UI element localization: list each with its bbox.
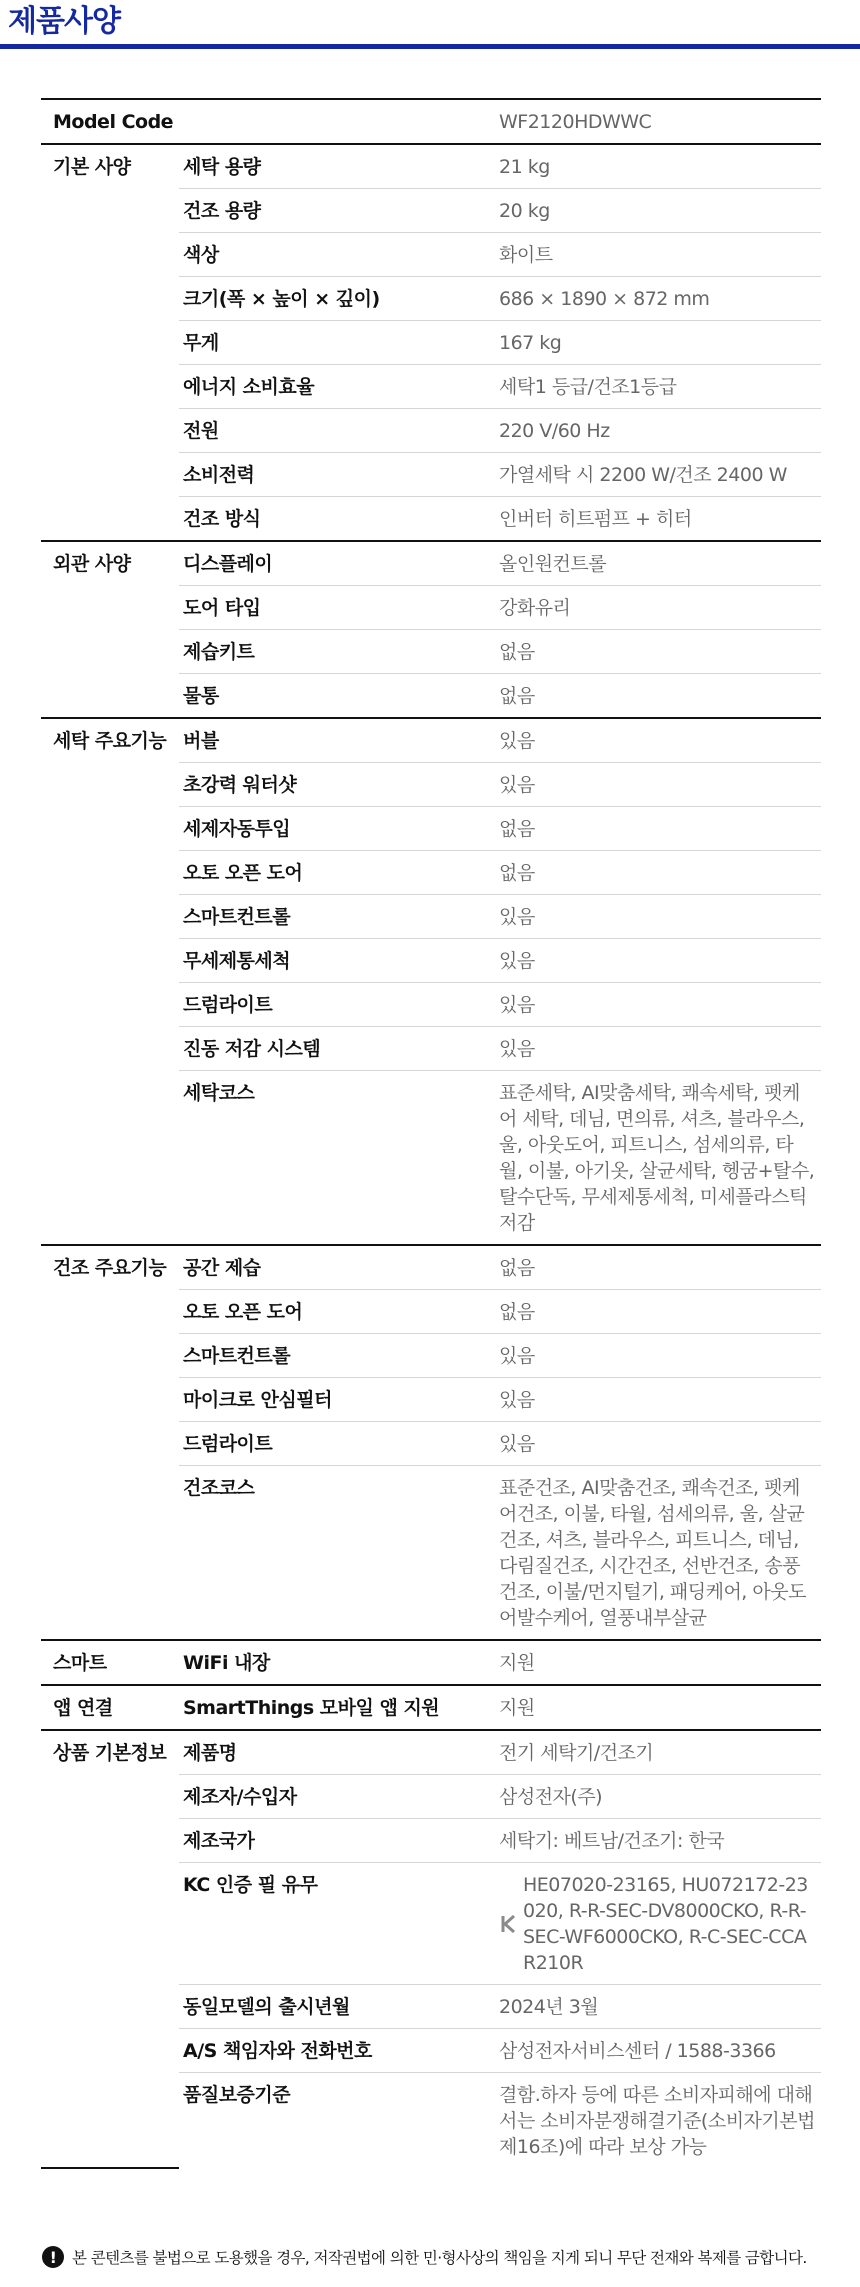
spec-label: 드럼라이트: [179, 1422, 499, 1466]
spec-label: 건조 용량: [179, 189, 499, 233]
spec-label: A/S 책임자와 전화번호: [179, 2029, 499, 2073]
spec-label: 무세제통세척: [179, 939, 499, 983]
model-code-label: Model Code: [41, 99, 499, 144]
spec-value: 표준건조, AI맞춤건조, 쾌속건조, 펫케어건조, 이불, 타월, 섬세의류, 울, 살균건조, 셔츠, 블라우스, 피트니스, 데님, 다림질건조, 시간건조, 선반건조, 송풍건조, 이불/먼지털기, 패딩케어, 아웃도어발수케어, 열풍내부살균: [499, 1477, 806, 1629]
spec-row: [41, 541, 821, 586]
spec-value: 있음: [499, 718, 821, 763]
spec-label: WiFi 내장: [179, 1640, 499, 1685]
spec-value: 없음: [499, 807, 821, 851]
spec-label: 세탁 용량: [179, 144, 499, 189]
spec-row: [41, 1730, 821, 1775]
spec-label: 드럼라이트: [179, 983, 499, 1027]
spec-label: 동일모델의 출시년월: [179, 1985, 499, 2029]
spec-value: 강화유리: [499, 586, 821, 630]
kc-cert-numbers: HE07020-23165, HU072172-23020, R-R-SEC-DV8000CKO, R-R-SEC-WF6000CKO, R-C-SEC-CCAR210R: [523, 1874, 808, 1974]
spec-value: 없음: [499, 685, 535, 707]
spec-group-label: 상품 기본정보: [41, 1730, 179, 2168]
spec-label: 물통: [183, 685, 219, 707]
spec-value: 220 V/60 Hz: [499, 409, 821, 453]
spec-label: 전원: [179, 409, 499, 453]
page-title: 제품사양: [8, 4, 120, 39]
spec-row: [41, 718, 821, 763]
spec-label: 진동 저감 시스템: [179, 1027, 499, 1071]
spec-row: [41, 144, 821, 189]
spec-value: 있음: [499, 763, 821, 807]
spec-value: 있음: [499, 1334, 821, 1378]
spec-label: 제조국가: [179, 1819, 499, 1863]
spec-label: 초강력 워터샷: [179, 763, 499, 807]
spec-group-label: 스마트: [41, 1640, 179, 1685]
spec-value: 결함.하자 등에 따른 소비자피해에 대해서는 소비자분쟁해결기준(소비자기본법 제16조)에 따라 보상 가능: [499, 2084, 815, 2158]
spec-label: 도어 타입: [179, 586, 499, 630]
spec-label: 제조자/수입자: [179, 1775, 499, 1819]
spec-label: 제품명: [179, 1730, 499, 1775]
spec-label: SmartThings 모바일 앱 지원: [179, 1685, 499, 1730]
spec-label: 건조 방식: [183, 508, 261, 530]
spec-row: [41, 1245, 821, 1290]
spec-value: 167 kg: [499, 321, 821, 365]
spec-row: [41, 1640, 821, 1685]
spec-value: 세탁기: 베트남/건조기: 한국: [499, 1819, 821, 1863]
spec-label: 에너지 소비효율: [179, 365, 499, 409]
spec-label: 세탁코스: [183, 1082, 255, 1104]
page-header: [0, 0, 860, 44]
spec-table: [41, 98, 821, 2169]
spec-value: 삼성전자(주): [499, 1775, 821, 1819]
spec-label: KC 인증 필 유무: [179, 1863, 499, 1985]
spec-label: 소비전력: [179, 453, 499, 497]
spec-value: 있음: [499, 1027, 821, 1071]
spec-value: 세탁1 등급/건조1등급: [499, 365, 821, 409]
spec-label: 디스플레이: [179, 541, 499, 586]
spec-label: 공간 제습: [179, 1245, 499, 1290]
spec-group-label: 건조 주요기능: [41, 1245, 179, 1640]
spec-value: 전기 세탁기/건조기: [499, 1730, 821, 1775]
spec-label: 스마트컨트롤: [179, 1334, 499, 1378]
exclamation-icon: !: [42, 2246, 64, 2268]
spec-label: 품질보증기준: [183, 2084, 291, 2106]
kc-mark-icon: [499, 1912, 517, 1936]
spec-value: 화이트: [499, 233, 821, 277]
spec-value: 삼성전자서비스센터 / 1588-3366: [499, 2029, 821, 2073]
spec-group-label: 세탁 주요기능: [41, 718, 179, 1245]
notice-text: 본 콘텐츠를 불법으로 도용했을 경우, 저작권법에 의한 민·형사상의 책임을 지게 되니 무단 전재와 복제를 금합니다.: [72, 2249, 807, 2267]
spec-value: 있음: [499, 939, 821, 983]
spec-label: 무게: [179, 321, 499, 365]
spec-group-label: 앱 연결: [41, 1685, 179, 1730]
spec-value: 없음: [499, 851, 821, 895]
spec-label: 제습키트: [179, 630, 499, 674]
model-code-value: WF2120HDWWC: [499, 99, 821, 144]
spec-value: 올인원컨트롤: [499, 541, 821, 586]
spec-value: 가열세탁 시 2200 W/건조 2400 W: [499, 453, 821, 497]
spec-value: 686 × 1890 × 872 mm: [499, 277, 821, 321]
spec-row: [41, 1685, 821, 1730]
spec-value: 없음: [499, 1245, 821, 1290]
spec-value: 20 kg: [499, 189, 821, 233]
spec-label: 크기(폭 × 높이 × 깊이): [179, 277, 499, 321]
title-underline: [0, 44, 860, 49]
kc-value-wrap: [499, 1872, 815, 1976]
spec-value: 있음: [499, 983, 821, 1027]
spec-value: 지원: [499, 1640, 821, 1685]
spec-value: 2024년 3월: [499, 1985, 821, 2029]
spec-value: 없음: [499, 630, 821, 674]
spec-label: 버블: [179, 718, 499, 763]
spec-label: 세제자동투입: [179, 807, 499, 851]
spec-group-label: 외관 사양: [41, 541, 179, 718]
spec-value: 있음: [499, 1378, 821, 1422]
spec-value: 있음: [499, 895, 821, 939]
spec-label: 건조코스: [183, 1477, 255, 1499]
spec-value: 없음: [499, 1290, 821, 1334]
spec-value: [499, 1863, 821, 1985]
spec-label: 마이크로 안심필터: [179, 1378, 499, 1422]
spec-value: 인버터 히트펌프 + 히터: [499, 508, 692, 530]
spec-value: 표준세탁, AI맞춤세탁, 쾌속세탁, 펫케어 세탁, 데님, 면의류, 셔츠, 블라우스, 울, 아웃도어, 피트니스, 섬세의류, 타월, 이불, 아기옷, 살균세탁, 헹굼+탈수, 탈수단독, 무세제통세척, 미세플라스틱저감: [499, 1082, 815, 1234]
spec-group-label: 기본 사양: [41, 144, 179, 541]
spec-value: 있음: [499, 1422, 821, 1466]
spec-label: 스마트컨트롤: [179, 895, 499, 939]
copyright-notice: [42, 2246, 807, 2268]
spec-label: 색상: [179, 233, 499, 277]
spec-label: 오토 오픈 도어: [179, 851, 499, 895]
spec-row-model-code: [41, 99, 821, 144]
spec-value: 21 kg: [499, 144, 821, 189]
spec-label: 오토 오픈 도어: [179, 1290, 499, 1334]
spec-value: 지원: [499, 1685, 821, 1730]
